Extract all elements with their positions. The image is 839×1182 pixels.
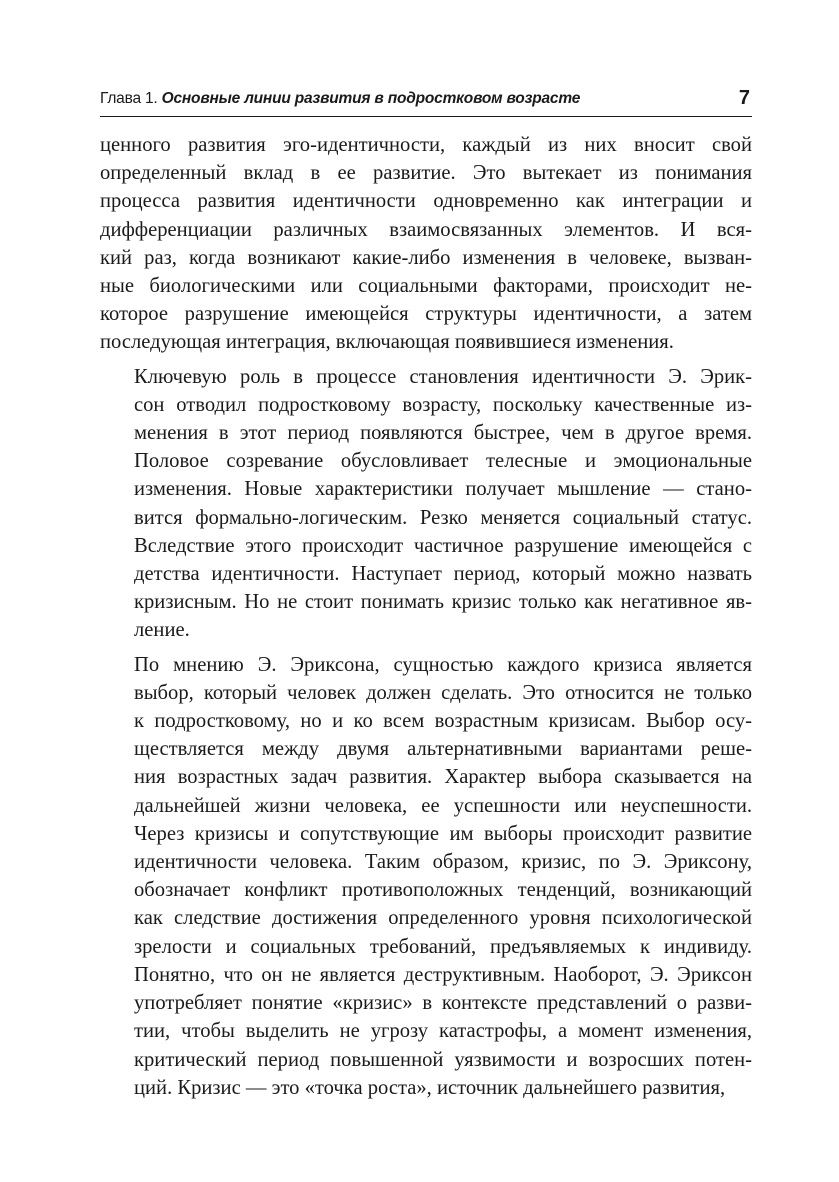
text-line: употребляет понятие «кризис» в контексте представлений о разви- — [134, 992, 752, 1015]
text-line: критический период повышенной уязвимости и возросших потен- — [134, 1048, 752, 1071]
text-line: ществляется между двумя альтернативными вариантами реше- — [134, 738, 752, 761]
text-line: По мнению Э. Эриксона, сущностью каждого кризиса является — [134, 653, 752, 676]
text-line: кризисным. Но не стоит понимать кризис только как негативное яв- — [134, 591, 752, 614]
text-line: Понятно, что он не является деструктивным. Наоборот, Э. Эриксон — [134, 963, 752, 986]
text-line: ные биологическими или социальными факторами, происходит не- — [100, 275, 752, 298]
text-line: обозначает конфликт противоположных тенденций, возникающий — [134, 879, 752, 902]
paragraph — [100, 651, 752, 1102]
text-line: кий раз, когда возникают какие-либо изменения в человеке, вызван- — [100, 246, 752, 269]
text-line: менения в этот период появляются быстрее, чем в другое время. — [134, 422, 752, 445]
text-line: выбор, который человек должен сделать. Это относится не только — [134, 681, 752, 704]
book-page — [100, 84, 752, 1102]
text-line: которое разрушение имеющейся структуры идентичности, а затем — [100, 303, 752, 326]
paragraph — [100, 363, 752, 645]
text-line: сон отводил подростковому возрасту, поскольку качественные из- — [134, 393, 752, 416]
chapter-title: Основные линии развития в подростковом возрасте — [161, 90, 581, 107]
text-line: как следствие достижения определенного уровня психологической — [134, 907, 752, 930]
text-line: Ключевую роль в процессе становления идентичности Э. Эрик- — [134, 365, 752, 388]
chapter-label: Глава 1. — [100, 90, 162, 107]
text-line: зрелости и социальных требований, предъявляемых к индивиду. — [134, 935, 752, 958]
text-line: последующая интеграция, включающая появившиеся изменения. — [100, 331, 674, 354]
text-line: вится формально-логическим. Резко меняется социальный статус. — [134, 506, 752, 529]
page-number: 7 — [738, 87, 750, 109]
text-line: ций. Кризис — это «точка роста», источник дальнейшего развития, — [134, 1076, 726, 1099]
text-line: тии, чтобы выделить не угрозу катастрофы, а момент изменения, — [134, 1020, 752, 1043]
text-line: дальнейшей жизни человека, ее успешности или неуспешности. — [134, 794, 752, 817]
text-line: изменения. Новые характеристики получает мышление — стано- — [134, 478, 752, 501]
text-line: идентичности человека. Таким образом, кризис, по Э. Эриксону, — [134, 851, 752, 874]
running-header — [100, 84, 752, 117]
text-line: Вследствие этого происходит частичное разрушение имеющейся с — [134, 534, 752, 557]
running-header-text — [100, 90, 580, 108]
text-line: к подростковому, но и ко всем возрастным кризисам. Выбор осу- — [134, 710, 752, 733]
text-line: ценного развития эго-идентичности, каждый из них вносит свой — [100, 134, 752, 156]
body-text — [100, 131, 752, 1102]
text-line: детства идентичности. Наступает период, который можно назвать — [134, 563, 752, 586]
text-line: дифференциации различных взаимосвязанных элементов. И вся- — [100, 218, 752, 241]
text-line: процесса развития идентичности одновременно как интеграции и — [100, 190, 752, 213]
text-line: определенный вклад в ее развитие. Это вытекает из понимания — [100, 162, 752, 185]
paragraph — [100, 131, 752, 357]
text-line: Половое созревание обусловливает телесные и эмоциональные — [134, 450, 752, 473]
text-line: ление. — [134, 619, 190, 642]
text-line: Через кризисы и сопутствующие им выборы происходит развитие — [134, 822, 752, 845]
text-line: ния возрастных задач развития. Характер выбора сказывается на — [134, 766, 752, 789]
